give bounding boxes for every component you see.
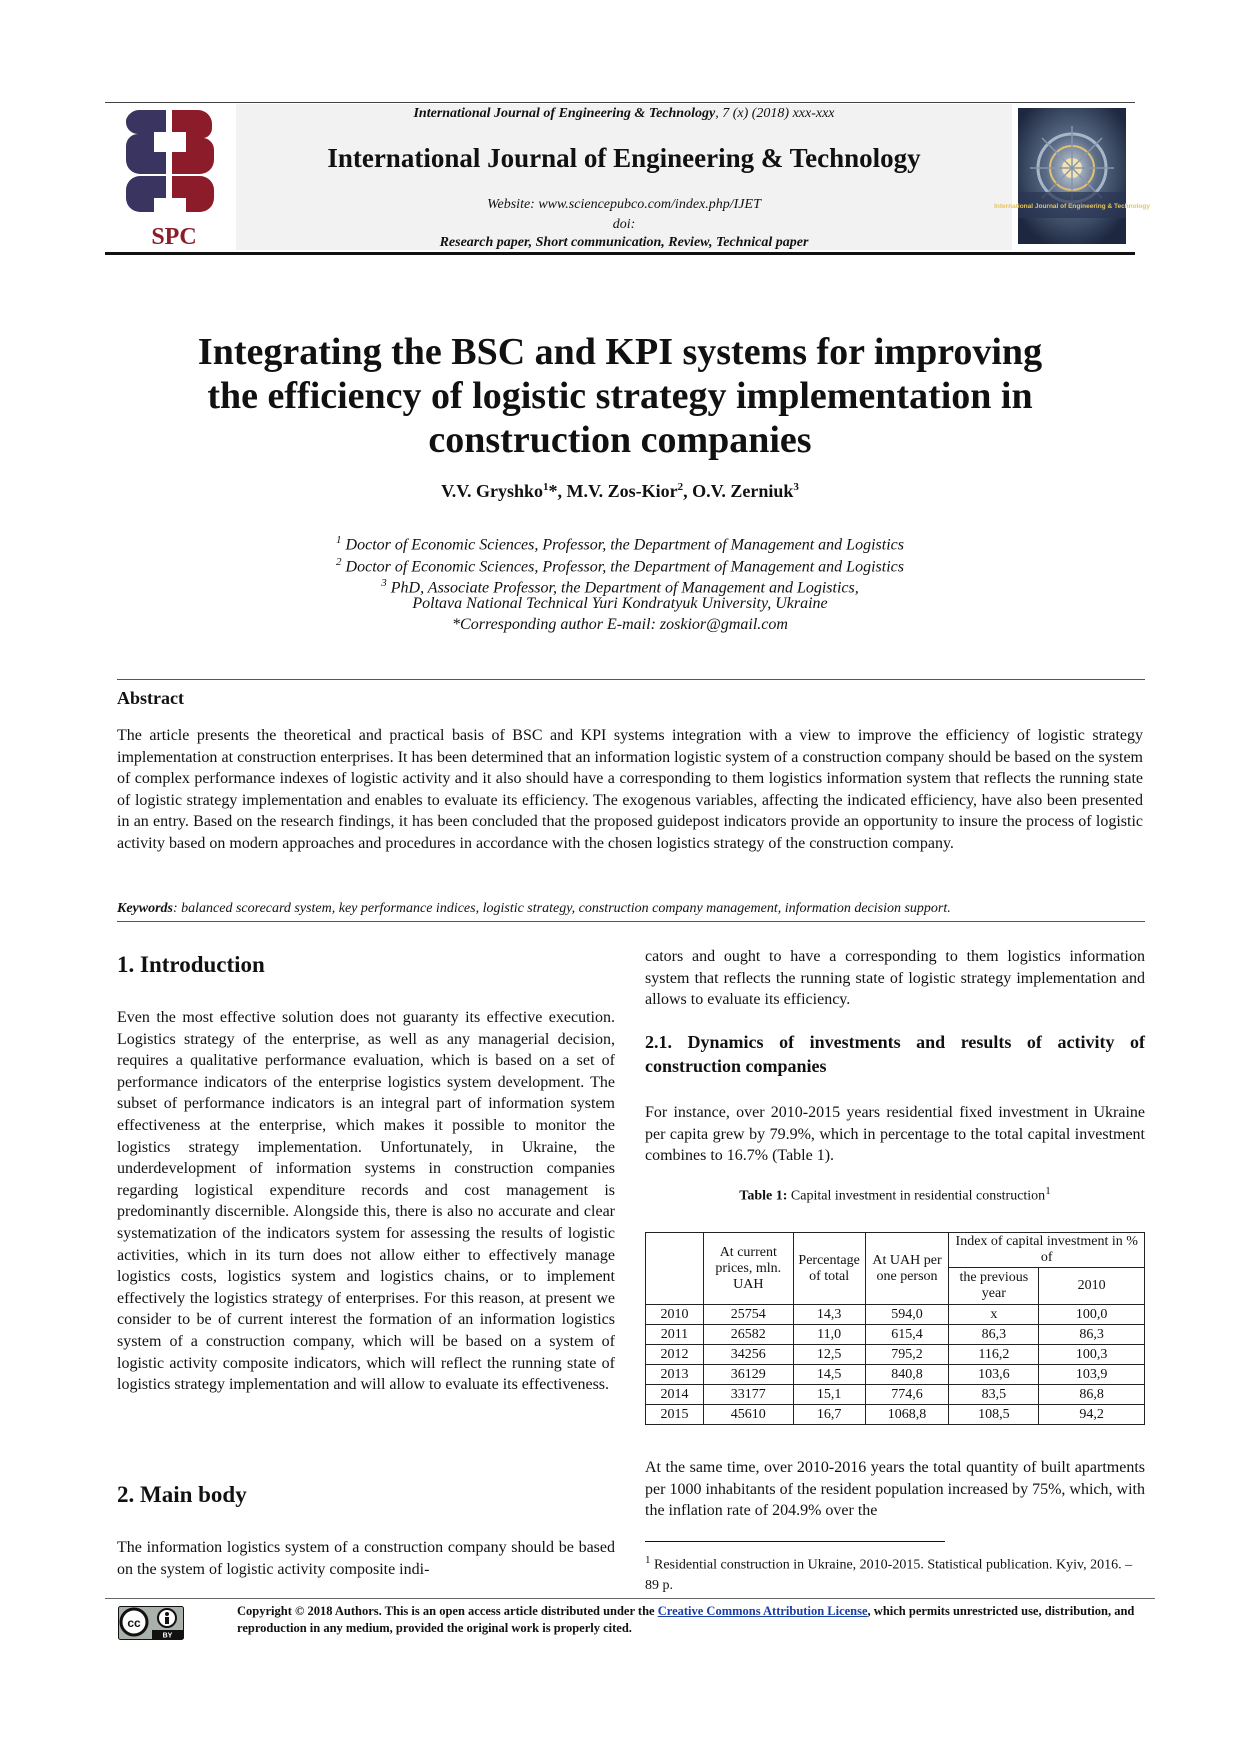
spc-logo-text: SPC xyxy=(151,224,197,250)
header-per-person: At UAH per one person xyxy=(865,1233,949,1305)
cell-per-person: 840,8 xyxy=(865,1365,949,1385)
paper-types: Research paper, Short communication, Review, Technical paper xyxy=(439,235,809,250)
cell-pct: 14,3 xyxy=(793,1305,865,1325)
table-row xyxy=(646,1305,1145,1325)
introduction-text: Even the most effective solution does not guaranty its effective execution. Logistics strategy of the enterprise, as well as any managerial decision, requires a qualitative performance evaluation, which is based on a set of performance indicators of the enterprise logistics system development. The subset of performance indicators is an integral part of information system effectiveness at the enterprise, which makes it possible to monitor the logistics strategy implementation. Unfortunately, in Ukraine, the underdevelopment of information systems in construction companies regarding logistical expenditure records and cost management is predominantly discernible. Alongside this, there is also no accurate and clear systematization of the indicators system for assessing the results of logistic activities, which in its turn does not allow either to effectively manage logistics costs, logistics system and logistics chains, or to implement effectively the logistics strategy of enterprises. For this reason, at present we consider to be of current interest the formation of an information logistics system of a construction company, which will be based on a system of logistic activity composite indicators, which will reflect the running state of logistics strategy implementation and will allow to evaluate its effectiveness. xyxy=(117,1009,615,1394)
author-sep: , xyxy=(683,481,693,501)
header-year xyxy=(646,1233,704,1305)
apartments-paragraph: At the same time, over 2010-2016 years the total quantity of built apartments per 1000 inhabitants of the resident population increased by 75%, which, with the inflation rate of 204.9% over the xyxy=(645,1459,1145,1520)
header-base-year: 2010 xyxy=(1039,1268,1145,1305)
header-top-rule xyxy=(105,102,1135,103)
affiliation-1-text: Doctor of Economic Sciences, Professor, the Department of Management and Logistics xyxy=(341,536,904,554)
affiliation-2-sup: 2 xyxy=(336,556,342,568)
affiliation-3-sup: 3 xyxy=(381,577,387,589)
keywords-text: : balanced scorecard system, key performance indices, logistic strategy, construction company management, information decision support. xyxy=(173,901,951,916)
section-introduction-heading: 1. Introduction xyxy=(117,952,265,977)
table-caption-sup: 1 xyxy=(1045,1185,1051,1197)
paper-title xyxy=(160,330,1080,462)
table-caption-text: Capital investment in residential construction xyxy=(787,1188,1046,1204)
keywords-label: Keywords xyxy=(117,901,173,916)
table-row xyxy=(646,1385,1145,1405)
license-link[interactable]: Creative Commons Attribution License xyxy=(657,1604,868,1618)
header-percentage: Percentage of total xyxy=(793,1233,865,1305)
table-row xyxy=(646,1365,1145,1385)
abstract-text: The article presents the theoretical and practical basis of BSC and KPI systems integration with a view to improve the efficiency of logistic strategy implementation at construction enterprises. It has been determined that an information logistic system of a construction company should be based on the system of complex performance indexes of logistic activity and it also should have a corresponding to them logistics information system that reflects the running state of logistic strategy implementation and enables to evaluate its efficiency. The exogenous variables, affecting the indicated efficiency, have also been presented in an entry. Based on the research findings, it has been concluded that the proposed guidepost indicators provide an opportunity to insure the process of logistic activity based on modern approaches and procedures in accordance with the chosen logistics strategy of the construction company. xyxy=(117,727,1143,852)
header-bottom-rule xyxy=(105,252,1135,255)
section-main-body-heading: 2. Main body xyxy=(117,1482,247,1507)
table-row xyxy=(646,1345,1145,1365)
cell-year: 2013 xyxy=(646,1365,704,1385)
table-caption xyxy=(645,1185,1145,1205)
cell-current: 26582 xyxy=(703,1325,793,1345)
journal-website[interactable]: Website: www.sciencepubco.com/index.php/IJET xyxy=(487,197,761,212)
creative-commons-by-icon[interactable] xyxy=(118,1606,184,1640)
cell-pct: 14,5 xyxy=(793,1365,865,1385)
title-line-2: the efficiency of logistic strategy implementation in xyxy=(207,375,1033,417)
subsection-heading: 2.1. Dynamics of investments and results of activity of construction companies xyxy=(645,1032,1145,1076)
investment-paragraph: For instance, over 2010-2015 years residential fixed investment in Ukraine per capita grew by 79.9%, which in percentage to the total capital investment combines to 16.7% (Table 1). xyxy=(645,1104,1145,1165)
footnote-sup: 1 xyxy=(645,1554,651,1566)
cell-per-person: 615,4 xyxy=(865,1325,949,1345)
header-index-group: Index of capital investment in % of xyxy=(949,1233,1145,1268)
capital-investment-table xyxy=(645,1232,1145,1425)
footer-rule xyxy=(105,1598,1155,1599)
author-1-mark: *, xyxy=(548,481,567,501)
abstract-heading: Abstract xyxy=(117,688,184,708)
cell-prev: 108,5 xyxy=(949,1405,1039,1425)
cover-title-text: International Journal of Engineering & Technology xyxy=(994,203,1150,210)
spc-logo xyxy=(118,106,230,250)
journal-cover-image xyxy=(994,108,1150,244)
cell-base: 94,2 xyxy=(1039,1405,1145,1425)
affiliation-1-sup: 1 xyxy=(336,534,342,546)
cell-prev: 116,2 xyxy=(949,1345,1039,1365)
keywords xyxy=(117,901,1143,917)
cell-base: 100,3 xyxy=(1039,1345,1145,1365)
header-current-prices: At current prices, mln. UAH xyxy=(703,1233,793,1305)
abstract-top-rule xyxy=(117,679,1145,680)
continued-text: cators and ought to have a corresponding to them logistics information system that reflects the running state of logistic strategy implementation and allows to evaluate its efficiency. xyxy=(645,948,1145,1009)
cell-current: 36129 xyxy=(703,1365,793,1385)
cell-year: 2010 xyxy=(646,1305,704,1325)
cell-pct: 12,5 xyxy=(793,1345,865,1365)
title-line-3: construction companies xyxy=(428,419,812,461)
footnote-text: Residential construction in Ukraine, 2010-2015. Statistical publication. Kyiv, 2016. – 89 p. xyxy=(645,1557,1133,1593)
doi-label: doi: xyxy=(612,217,636,232)
cell-base: 86,3 xyxy=(1039,1325,1145,1345)
cell-prev: 83,5 xyxy=(949,1385,1039,1405)
cell-prev: 86,3 xyxy=(949,1325,1039,1345)
cell-base: 103,9 xyxy=(1039,1365,1145,1385)
main-body-text: The information logistics system of a construction company should be based on the system of logistic activity composite indi- xyxy=(117,1539,615,1578)
cell-prev: 103,6 xyxy=(949,1365,1039,1385)
author-3-sup: 3 xyxy=(793,481,799,493)
title-line-1: Integrating the BSC and KPI systems for improving xyxy=(197,331,1043,373)
cell-base: 86,8 xyxy=(1039,1385,1145,1405)
cell-year: 2015 xyxy=(646,1405,704,1425)
cell-pct: 16,7 xyxy=(793,1405,865,1425)
cc-by-label: BY xyxy=(162,1632,173,1640)
cell-current: 25754 xyxy=(703,1305,793,1325)
cell-per-person: 1068,8 xyxy=(865,1405,949,1425)
copyright-post: , which permits unrestricted use, distribution, and reproduction in any medium, provided the original work is properly cited. xyxy=(237,1604,1135,1635)
cell-year: 2014 xyxy=(646,1385,704,1405)
footnote xyxy=(645,1550,1145,1596)
copyright-notice xyxy=(237,1603,1145,1637)
author-1-sup: 1 xyxy=(543,481,549,493)
author-1: V.V. Gryshko xyxy=(441,481,543,501)
author-2-sup: 2 xyxy=(677,481,684,493)
university: Poltava National Technical Yuri Kondratyuk University, Ukraine xyxy=(412,595,828,612)
cell-prev: x xyxy=(949,1305,1039,1325)
header-citation xyxy=(236,106,1012,122)
cell-year: 2011 xyxy=(646,1325,704,1345)
cell-per-person: 795,2 xyxy=(865,1345,949,1365)
affiliation-3-text: PhD, Associate Professor, the Department of Management and Logistics, xyxy=(386,579,859,597)
citation-journal: International Journal of Engineering & Technology xyxy=(413,106,716,121)
copyright-pre: Copyright © 2018 Authors. This is an open access article distributed under the xyxy=(237,1604,658,1618)
header-previous-year: the previous year xyxy=(949,1268,1039,1305)
cell-current: 33177 xyxy=(703,1385,793,1405)
journal-title: International Journal of Engineering & Technology xyxy=(327,143,921,173)
cell-pct: 15,1 xyxy=(793,1385,865,1405)
cell-current: 45610 xyxy=(703,1405,793,1425)
table-caption-label: Table 1: xyxy=(739,1188,788,1204)
author-3: O.V. Zerniuk xyxy=(692,481,794,501)
corresponding-author[interactable]: *Corresponding author E-mail: zoskior@gmail.com xyxy=(452,616,788,633)
svg-text:cc: cc xyxy=(127,1616,141,1630)
author-2: M.V. Zos-Kior xyxy=(566,481,678,501)
cell-current: 34256 xyxy=(703,1345,793,1365)
cell-pct: 11,0 xyxy=(793,1325,865,1345)
author-list xyxy=(160,481,1080,502)
cell-per-person: 594,0 xyxy=(865,1305,949,1325)
cell-per-person: 774,6 xyxy=(865,1385,949,1405)
table-row xyxy=(646,1325,1145,1345)
keywords-bottom-rule xyxy=(117,921,1145,922)
citation-volume: , 7 (x) (2018) xxx-xxx xyxy=(715,106,835,121)
cell-year: 2012 xyxy=(646,1345,704,1365)
table-row xyxy=(646,1405,1145,1425)
affiliation-2-text: Doctor of Economic Sciences, Professor, the Department of Management and Logistics xyxy=(341,558,904,576)
footnote-rule xyxy=(645,1541,945,1542)
cell-base: 100,0 xyxy=(1039,1305,1145,1325)
